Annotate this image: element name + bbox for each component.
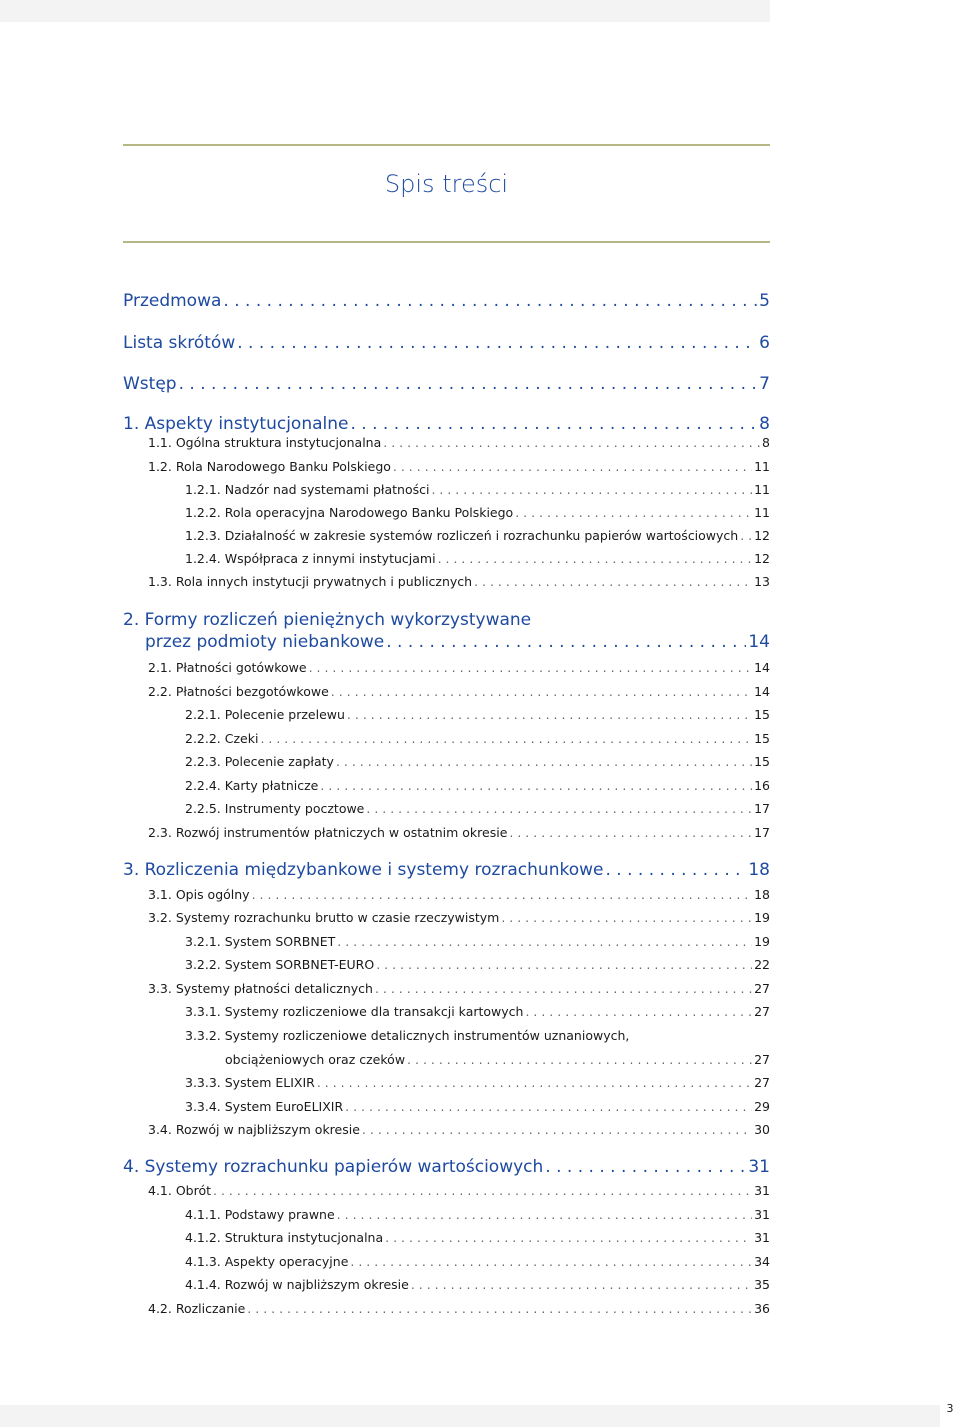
toc-page-number: 35 — [754, 1277, 770, 1292]
toc-leader-dots — [501, 910, 752, 925]
toc-entry-first-line[interactable] — [123, 610, 770, 630]
toc-entry-label: 1.3. Rola innych instytucji prywatnych i publicznych — [148, 574, 473, 589]
toc-page-number: 16 — [754, 778, 770, 793]
toc-entry-label: 1.1. Ogólna struktura instytucjonalna — [148, 435, 382, 450]
toc-entry[interactable] — [148, 887, 770, 902]
toc-leader-dots — [386, 632, 746, 652]
toc-entry[interactable] — [185, 731, 770, 746]
toc-page-number: 12 — [754, 528, 770, 543]
toc-entry-label: 3.3.4. System EuroELIXIR — [185, 1099, 344, 1114]
toc-page-number: 31 — [754, 1207, 770, 1222]
toc-entry-label: 1.2.4. Współpraca z innymi instytucjami — [185, 551, 436, 566]
toc-page-number: 7 — [759, 374, 770, 394]
toc-entry-label: 4.1. Obrót — [148, 1183, 212, 1198]
toc-leader-dots — [411, 1277, 752, 1292]
bottom-margin-strip — [0, 1405, 940, 1427]
toc-leader-dots — [385, 1230, 752, 1245]
toc-page-number: 14 — [748, 632, 770, 652]
toc-leader-dots — [252, 887, 753, 902]
toc-page-number: 27 — [754, 1075, 770, 1090]
toc-entry-label: 1.2. Rola Narodowego Banku Polskiego — [148, 459, 391, 474]
toc-entry[interactable] — [185, 1207, 770, 1222]
toc-entry[interactable] — [185, 1254, 770, 1269]
toc-page-number: 27 — [754, 1052, 770, 1067]
toc-entry[interactable] — [185, 754, 770, 769]
toc-entry[interactable] — [123, 1157, 770, 1177]
toc-page-number: 12 — [754, 551, 770, 566]
toc-leader-dots — [337, 934, 752, 949]
toc-entry-label: 2.2.5. Instrumenty pocztowe — [185, 801, 365, 816]
toc-entry-label: 2.2.4. Karty płatnicze — [185, 778, 319, 793]
toc-entry[interactable] — [148, 459, 770, 474]
toc-leader-dots — [375, 981, 752, 996]
toc-entry-label: 3. Rozliczenia międzybankowe i systemy rozrachunkowe — [123, 860, 604, 880]
toc-entry[interactable] — [185, 801, 770, 816]
toc-entry[interactable] — [185, 1230, 770, 1245]
toc-leader-dots — [237, 333, 757, 353]
toc-entry[interactable] — [225, 1052, 770, 1067]
toc-entry[interactable] — [148, 825, 770, 840]
toc-page-number: 11 — [754, 459, 770, 474]
toc-leader-dots — [331, 684, 752, 699]
toc-entry[interactable] — [148, 981, 770, 996]
toc-entry[interactable] — [185, 1075, 770, 1090]
toc-entry-label: 1.2.3. Działalność w zakresie systemów rozliczeń i rozrachunku papierów wartościowych — [185, 528, 739, 543]
toc-entry-label: 3.1. Opis ogólny — [148, 887, 250, 902]
toc-entry[interactable] — [185, 1004, 770, 1019]
toc-page-number: 31 — [754, 1230, 770, 1245]
toc-entry-label: 3.3.3. System ELIXIR — [185, 1075, 315, 1090]
title-rule-bottom — [123, 241, 770, 243]
toc-entry-label: 1.2.1. Nadzór nad systemami płatności — [185, 482, 430, 497]
toc-page-number: 15 — [754, 754, 770, 769]
toc-page-number: 17 — [754, 825, 770, 840]
toc-page-number: 8 — [759, 414, 770, 434]
toc-page-number: 19 — [754, 910, 770, 925]
toc-entry[interactable] — [148, 684, 770, 699]
toc-page-number: 22 — [754, 957, 770, 972]
toc-leader-dots — [336, 754, 752, 769]
toc-page-number: 13 — [754, 574, 770, 589]
toc-entry[interactable] — [148, 1183, 770, 1198]
toc-entry-label: 3.3.2. Systemy rozliczeniowe detalicznych instrumentów uznaniowych, — [185, 1028, 630, 1043]
toc-page-number: 29 — [754, 1099, 770, 1114]
toc-leader-dots — [260, 731, 752, 746]
toc-page-number: 31 — [748, 1157, 770, 1177]
toc-page-number: 15 — [754, 731, 770, 746]
toc-page-number: 18 — [748, 860, 770, 880]
toc-entry-label: 4. Systemy rozrachunku papierów wartościowych — [123, 1157, 544, 1177]
toc-entry[interactable] — [123, 414, 770, 434]
toc-leader-dots — [366, 801, 752, 816]
toc-leader-dots — [309, 660, 753, 675]
toc-page-number: 5 — [759, 291, 770, 311]
toc-page-number: 15 — [754, 707, 770, 722]
page-title: Spis treści — [384, 170, 509, 198]
toc-entry[interactable] — [148, 1122, 770, 1137]
toc-entry[interactable] — [185, 482, 770, 497]
toc-entry[interactable] — [123, 291, 770, 311]
toc-leader-dots — [317, 1075, 752, 1090]
toc-entry-label: 2.2. Płatności bezgotówkowe — [148, 684, 329, 699]
toc-entry[interactable] — [123, 860, 770, 880]
toc-entry[interactable] — [148, 1301, 770, 1316]
toc-entry-label: 4.1.4. Rozwój w najbliższym okresie — [185, 1277, 409, 1292]
toc-leader-dots — [376, 957, 752, 972]
toc-leader-dots — [350, 1254, 752, 1269]
toc-page-number: 27 — [754, 1004, 770, 1019]
toc-entry[interactable] — [123, 374, 770, 394]
toc-entry-label: 4.1.1. Podstawy prawne — [185, 1207, 335, 1222]
toc-leader-dots — [740, 528, 752, 543]
toc-entry-label: 2.2.2. Czeki — [185, 731, 259, 746]
toc-entry-label: 2.2.3. Polecenie zapłaty — [185, 754, 334, 769]
toc-entry-label: 3.3.1. Systemy rozliczeniowe dla transakcji kartowych — [185, 1004, 524, 1019]
toc-leader-dots — [179, 374, 758, 394]
toc-entry[interactable] — [185, 957, 770, 972]
toc-leader-dots — [605, 860, 746, 880]
toc-leader-dots — [545, 1157, 746, 1177]
toc-entry[interactable] — [123, 333, 770, 353]
toc-entry-label: 4.1.2. Struktura instytucjonalna — [185, 1230, 384, 1245]
toc-entry-label: Lista skrótów — [123, 333, 236, 353]
toc-leader-dots — [337, 1207, 752, 1222]
toc-leader-dots — [223, 291, 757, 311]
toc-entry[interactable] — [185, 707, 770, 722]
toc-page-number: 19 — [754, 934, 770, 949]
toc-leader-dots — [345, 1099, 752, 1114]
top-margin-strip — [0, 0, 770, 22]
toc-entry-label: 3.2. Systemy rozrachunku brutto w czasie rzeczywistym — [148, 910, 500, 925]
toc-page-number: 18 — [754, 887, 770, 902]
toc-leader-dots — [247, 1301, 752, 1316]
toc-entry[interactable] — [148, 435, 770, 450]
toc-entry[interactable] — [185, 505, 770, 520]
toc-entry-label-continued: obciążeniowych oraz czeków — [225, 1052, 406, 1067]
toc-entry[interactable] — [185, 778, 770, 793]
toc-leader-dots — [407, 1052, 752, 1067]
page-number: 3 — [946, 1402, 954, 1415]
page-number-box — [940, 1395, 960, 1427]
toc-leader-dots — [213, 1183, 752, 1198]
toc-entry-label: Przedmowa — [123, 291, 222, 311]
toc-page-number: 14 — [754, 684, 770, 699]
toc-leader-dots — [509, 825, 752, 840]
toc-leader-dots — [431, 482, 752, 497]
toc-entry-label: 3.2.2. System SORBNET-EURO — [185, 957, 375, 972]
toc-entry-label: 2.3. Rozwój instrumentów płatniczych w ostatnim okresie — [148, 825, 508, 840]
toc-entry-label: 4.2. Rozliczanie — [148, 1301, 246, 1316]
toc-page-number: 31 — [754, 1183, 770, 1198]
toc-leader-dots — [320, 778, 752, 793]
toc-leader-dots — [525, 1004, 752, 1019]
toc-leader-dots — [347, 707, 752, 722]
toc-page-number: 14 — [754, 660, 770, 675]
toc-entry-label-continued: przez podmioty niebankowe — [145, 632, 385, 652]
toc-entry-label: 2.2.1. Polecenie przelewu — [185, 707, 345, 722]
toc-page-number: 6 — [759, 333, 770, 353]
toc-page-number: 11 — [754, 482, 770, 497]
toc-leader-dots — [350, 414, 757, 434]
toc-entry[interactable] — [148, 910, 770, 925]
toc-entry-label: Wstęp — [123, 374, 177, 394]
toc-entry-label: 1.2.2. Rola operacyjna Narodowego Banku Polskiego — [185, 505, 514, 520]
toc-entry-first-line[interactable] — [185, 1028, 770, 1043]
toc-leader-dots — [393, 459, 752, 474]
toc-entry[interactable] — [185, 551, 770, 566]
toc-entry-label: 4.1.3. Aspekty operacyjne — [185, 1254, 349, 1269]
toc-leader-dots — [474, 574, 752, 589]
toc-entry[interactable] — [185, 934, 770, 949]
toc-leader-dots — [515, 505, 752, 520]
toc-page-number: 11 — [754, 505, 770, 520]
toc-entry[interactable] — [185, 1099, 770, 1114]
toc-entry-label: 3.2.1. System SORBNET — [185, 934, 336, 949]
toc-leader-dots — [383, 435, 760, 450]
toc-entry-label: 2. Formy rozliczeń pieniężnych wykorzystywane — [123, 610, 532, 630]
toc-page-number: 36 — [754, 1301, 770, 1316]
toc-page-number: 8 — [762, 435, 770, 450]
toc-entry[interactable] — [148, 660, 770, 675]
toc-entry[interactable] — [185, 1277, 770, 1292]
toc-entry-label: 2.1. Płatności gotówkowe — [148, 660, 307, 675]
toc-entry[interactable] — [148, 574, 770, 589]
toc-entry[interactable] — [185, 528, 770, 543]
toc-entry-label: 3.4. Rozwój w najbliższym okresie — [148, 1122, 360, 1137]
toc-page-number: 27 — [754, 981, 770, 996]
title-rule-top — [123, 144, 770, 146]
toc-page-number: 30 — [754, 1122, 770, 1137]
toc-leader-dots — [362, 1122, 752, 1137]
toc-entry-label: 3.3. Systemy płatności detalicznych — [148, 981, 373, 996]
toc-entry-label: 1. Aspekty instytucjonalne — [123, 414, 349, 434]
toc-entry[interactable] — [145, 632, 770, 652]
toc-page-number: 17 — [754, 801, 770, 816]
toc-leader-dots — [438, 551, 753, 566]
toc-page-number: 34 — [754, 1254, 770, 1269]
